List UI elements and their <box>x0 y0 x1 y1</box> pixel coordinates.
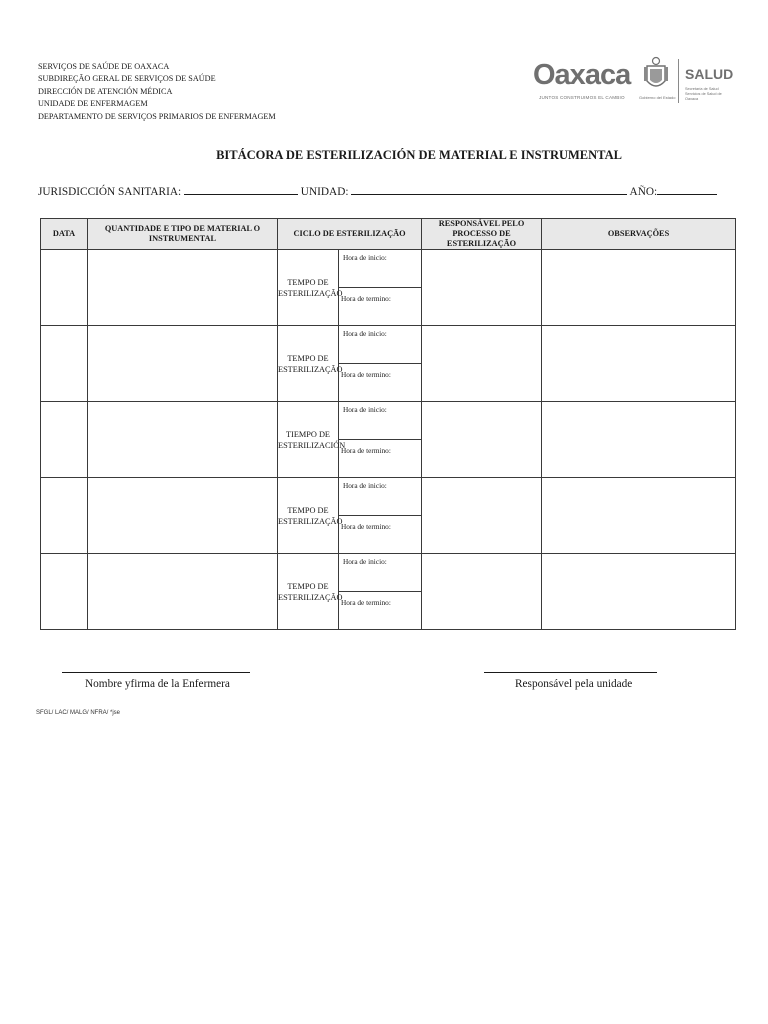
quantidade-cell[interactable] <box>88 250 278 326</box>
ano-label: AÑO: <box>629 186 658 198</box>
quantidade-cell[interactable] <box>88 326 278 402</box>
table-row <box>41 250 736 326</box>
header-line: DIRECCIÓN DE ATENCIÓN MÉDICA <box>38 86 173 96</box>
observacoes-cell[interactable] <box>542 554 736 630</box>
data-cell[interactable] <box>41 478 88 554</box>
table-row <box>41 554 736 630</box>
quantidade-cell[interactable] <box>88 402 278 478</box>
hora-termino-field[interactable]: Hora de termino: <box>341 294 391 303</box>
responsavel-cell[interactable] <box>422 554 542 630</box>
data-cell[interactable] <box>41 554 88 630</box>
observacoes-cell[interactable] <box>542 326 736 402</box>
header-line: DEPARTAMENTO DE SERVIÇOS PRIMARIOS DE ENFERMAGEM <box>38 111 276 121</box>
jurisdiccion-label: JURISDICCIÓN SANITARIA: <box>38 186 182 198</box>
col-header-quantidade: QUANTIDADE E TIPO DE MATERIAL O INSTRUMENTAL <box>88 219 278 250</box>
header-institution-block <box>38 61 276 123</box>
jurisdiccion-blank <box>184 184 298 195</box>
hora-termino-field[interactable]: Hora de termino: <box>341 370 391 379</box>
nurse-signature-line[interactable] <box>62 672 250 673</box>
logo-divider <box>678 59 679 103</box>
tempo-label: TEMPO DE ESTERILIZAÇÃO <box>278 326 339 402</box>
logo-tagline: JUNTOS CONSTRUIMOS EL CAMBIO <box>539 95 625 100</box>
col-header-responsavel: RESPONSÁVEL PELO PROCESSO DE ESTERILIZAÇÃO <box>422 219 542 250</box>
tempo-label: TEMPO DE ESTERILIZAÇÃO <box>278 250 339 326</box>
hora-termino-field[interactable]: Hora de termino: <box>341 446 391 455</box>
data-cell[interactable] <box>41 250 88 326</box>
hora-termino-field[interactable]: Hora de termino: <box>341 522 391 531</box>
salud-wordmark: SALUD <box>685 66 734 82</box>
data-cell[interactable] <box>41 326 88 402</box>
header-line: SERVIÇOS DE SAÚDE DE OAXACA <box>38 62 170 71</box>
header-line: UNIDADE DE ENFERMAGEM <box>38 99 148 109</box>
hora-cell <box>339 554 422 630</box>
unidad-blank <box>351 184 627 195</box>
table-row <box>41 326 736 402</box>
oaxaca-logo <box>533 55 733 105</box>
quantidade-cell[interactable] <box>88 478 278 554</box>
col-header-ciclo: CICLO DE ESTERILIZAÇÃO <box>278 219 422 250</box>
table-header-row <box>41 219 736 250</box>
responsavel-cell[interactable] <box>422 326 542 402</box>
responsavel-cell[interactable] <box>422 478 542 554</box>
footer-code: SFGL/ LAC/ MALG/ NFRA/ *jse <box>36 710 121 716</box>
hora-inicio-field[interactable]: Hora de inicio: <box>339 250 421 288</box>
hora-inicio-field[interactable]: Hora de inicio: <box>339 402 421 440</box>
quantidade-cell[interactable] <box>88 554 278 630</box>
responsavel-cell[interactable] <box>422 402 542 478</box>
responsavel-cell[interactable] <box>422 250 542 326</box>
tempo-label: TIEMPO DE ESTERILIZACIÓN <box>278 402 339 478</box>
ano-blank <box>657 184 717 195</box>
hora-cell <box>339 250 422 326</box>
col-header-data: DATA <box>41 219 88 250</box>
tempo-label: TEMPO DE ESTERILIZAÇÃO <box>278 554 339 630</box>
document-title: BITÁCORA DE ESTERILIZACIÓN DE MATERIAL E INSTRUMENTAL <box>216 148 622 162</box>
meta-fields-row <box>38 184 717 198</box>
nurse-signature-label: Nombre yfirma de la Enfermera <box>85 678 230 690</box>
sterilization-log-table <box>40 218 736 630</box>
unidad-label: UNIDAD: <box>300 186 349 198</box>
observacoes-cell[interactable] <box>542 402 736 478</box>
tempo-label: TEMPO DE ESTERILIZAÇÃO <box>278 478 339 554</box>
hora-termino-field[interactable]: Hora de termino: <box>341 598 391 607</box>
hora-inicio-field[interactable]: Hora de inicio: <box>339 554 421 592</box>
table-row <box>41 402 736 478</box>
unit-signature-label: Responsável pela unidade <box>515 678 633 690</box>
salud-subtitle: Secretaría de Salud Servicios de Salud de Oaxaca <box>685 87 722 101</box>
hora-inicio-field[interactable]: Hora de inicio: <box>339 326 421 364</box>
hora-cell <box>339 326 422 402</box>
observacoes-cell[interactable] <box>542 250 736 326</box>
col-header-observacoes: OBSERVAÇÕES <box>542 219 736 250</box>
data-cell[interactable] <box>41 402 88 478</box>
state-seal-icon <box>643 55 669 95</box>
unit-signature-line[interactable] <box>484 672 657 673</box>
seal-caption: Gobierno del Estado <box>639 95 676 100</box>
observacoes-cell[interactable] <box>542 478 736 554</box>
hora-cell <box>339 402 422 478</box>
header-line: SUBDIREÇÃO GERAL DE SERVIÇOS DE SAÚDE <box>38 74 216 84</box>
hora-cell <box>339 478 422 554</box>
hora-inicio-field[interactable]: Hora de inicio: <box>339 478 421 516</box>
table-row <box>41 478 736 554</box>
oaxaca-wordmark: Oaxaca <box>533 59 631 91</box>
